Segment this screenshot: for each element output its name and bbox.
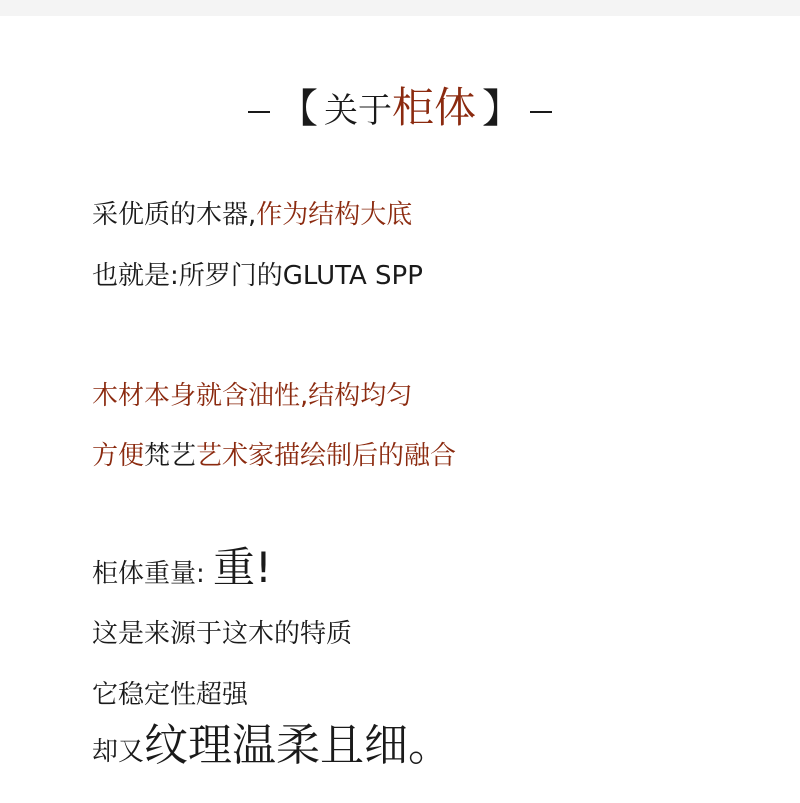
heading-plain-text: 关于 <box>323 91 392 131</box>
p1-line2-text: 也就是:所罗门的GLUTA SPP <box>92 261 423 291</box>
paragraph-3-line-4 <box>92 720 453 772</box>
section-heading <box>0 78 800 141</box>
p2-line2-a: 方便 <box>92 441 145 471</box>
p1-line1-plain: 采优质的木器, <box>92 200 257 230</box>
paragraph-2-line-1 <box>92 376 412 416</box>
heading-bracket-close: 】 <box>482 86 522 132</box>
p3-line1-big: 重! <box>213 543 272 592</box>
paragraph-2-line-2 <box>92 436 456 476</box>
p3-line4-small: 却又 <box>92 737 145 767</box>
p2-line2-b: 梵艺 <box>144 441 197 471</box>
paragraph-3-line-2 <box>92 614 352 654</box>
top-strip <box>0 0 800 16</box>
p2-line2-c: 艺术家描绘制后的融合 <box>196 441 457 471</box>
p3-line3-text: 它稳定性超强 <box>92 680 249 710</box>
heading-dash-left <box>248 111 270 113</box>
paragraph-3-line-3 <box>92 675 248 715</box>
heading-bracket-open: 【 <box>277 86 318 132</box>
paragraph-1-line-2 <box>92 256 423 296</box>
paragraph-1-line-1 <box>92 195 412 235</box>
p3-line1-label: 柜体重量: <box>92 559 214 589</box>
paragraph-3-line-1 <box>92 543 272 594</box>
p3-line4-big: 纹理温柔且细。 <box>144 720 453 771</box>
p3-line2-text: 这是来源于这木的特质 <box>92 619 353 649</box>
p2-line1-text: 木材本身就含油性,结构均匀 <box>92 381 413 411</box>
heading-dash-right <box>530 111 552 113</box>
heading-accent-text: 柜体 <box>391 83 476 132</box>
p1-line1-accent: 作为结构大底 <box>256 200 413 230</box>
